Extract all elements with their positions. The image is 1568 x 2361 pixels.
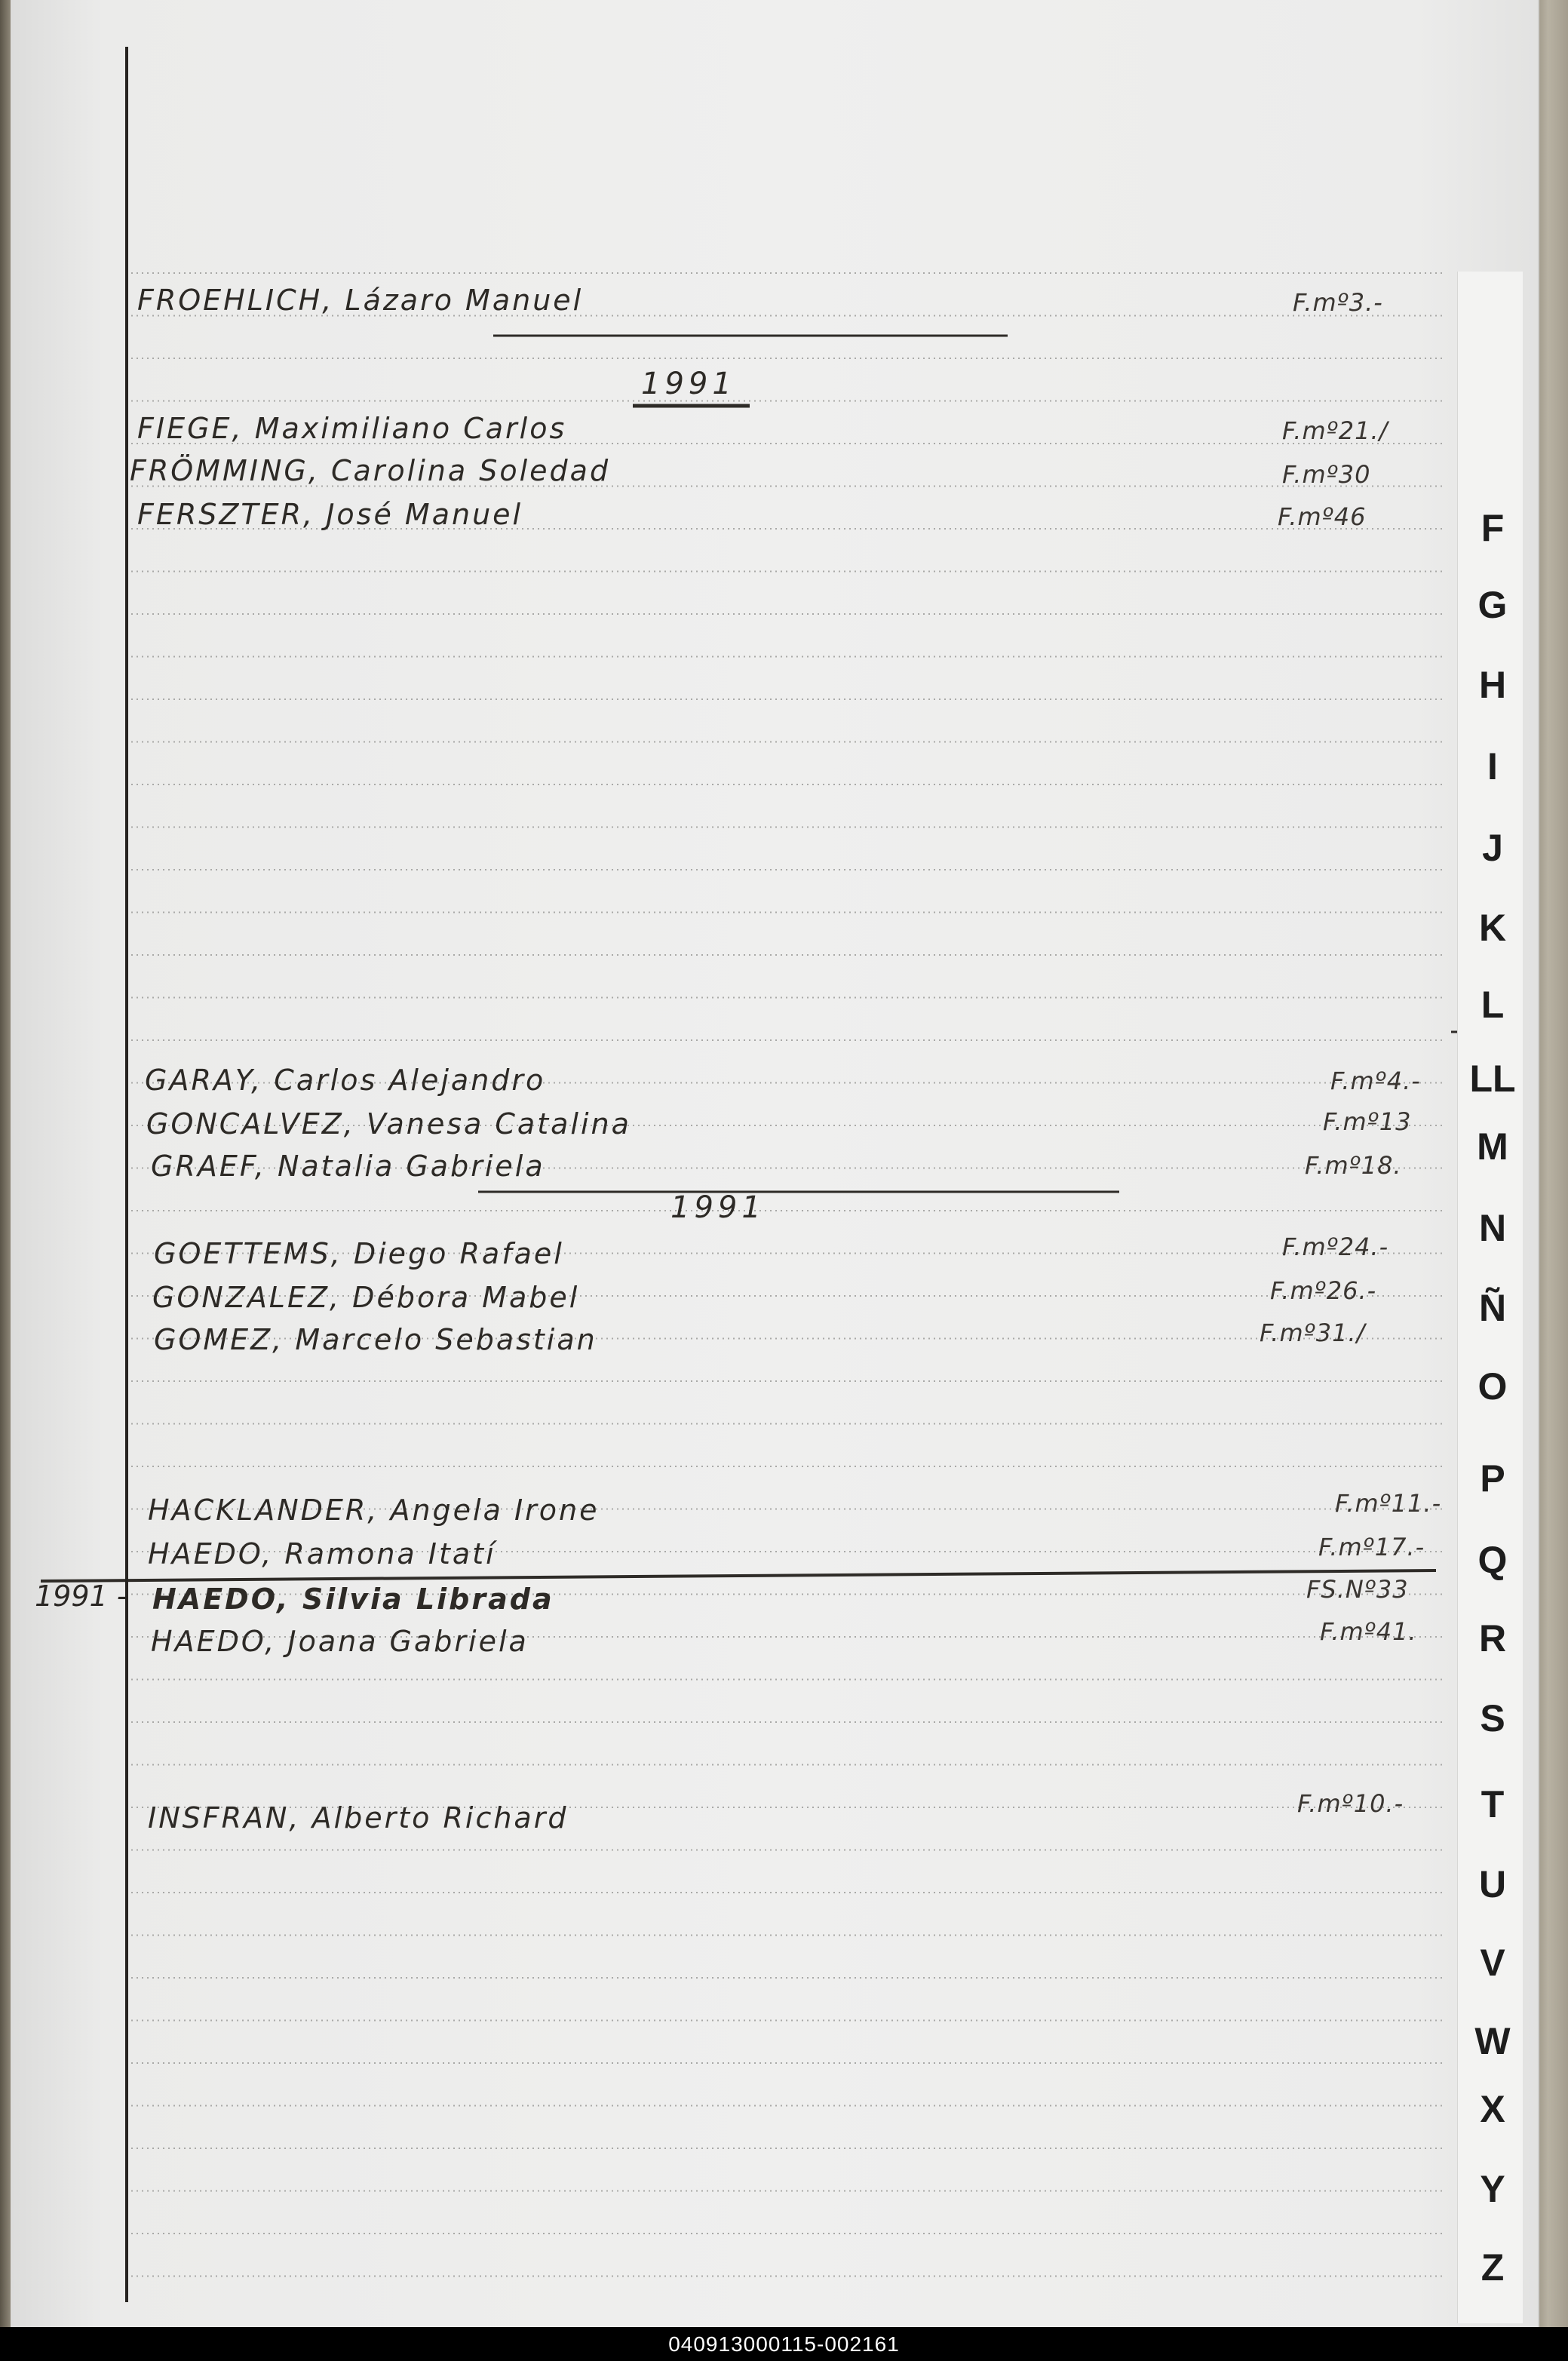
entry-name: GOMEZ, Marcelo Sebastian (154, 1323, 597, 1356)
entry-folio: F.mº41. (1320, 1617, 1417, 1646)
index-tab-g[interactable]: G (1477, 584, 1508, 626)
entry-name: GONCALVEZ, Vanesa Catalina (146, 1107, 631, 1141)
index-tab-m[interactable]: M (1477, 1125, 1508, 1168)
index-tab-ll[interactable]: LL (1469, 1058, 1516, 1100)
separator-haedo (41, 1570, 1436, 1581)
footer-id: 040913000115-002161 (0, 2327, 1568, 2361)
entry-folio: FS.Nº33 (1306, 1575, 1409, 1604)
entry-folio: F.mº26.- (1270, 1276, 1377, 1305)
entry-folio: F.mº3.- (1293, 288, 1383, 317)
binding-edge-right (1535, 0, 1568, 2331)
entry-folio: F.mº21./ (1282, 416, 1388, 445)
entry-name: INSFRAN, Alberto Richard (148, 1801, 569, 1834)
entry-folio: F.mº24.- (1282, 1233, 1389, 1261)
entry-name: FRÖMMING, Carolina Soledad (130, 454, 611, 487)
entry-folio: F.mº31./ (1260, 1319, 1366, 1347)
entry-folio: F.mº13 (1323, 1107, 1412, 1136)
index-tab-w[interactable]: W (1474, 2020, 1511, 2062)
entry-folio: F.mº17.- (1318, 1533, 1425, 1561)
entry-folio: F.mº10.- (1297, 1789, 1404, 1818)
index-tab-l[interactable]: L (1481, 984, 1505, 1026)
index-tab-q[interactable]: Q (1477, 1539, 1508, 1581)
index-tab-j[interactable]: J (1482, 827, 1503, 869)
entry-folio: F.mº11.- (1335, 1489, 1442, 1518)
year-heading: 1991 (670, 1190, 766, 1225)
index-tab-f[interactable]: F (1481, 507, 1505, 549)
index-tab-k[interactable]: K (1478, 907, 1507, 949)
index-tab-v[interactable]: V (1480, 1942, 1505, 1984)
index-tab-n[interactable]: N (1478, 1207, 1507, 1249)
entry-name: GONZALEZ, Débora Mabel (152, 1281, 580, 1314)
year-heading: 1991 (641, 367, 736, 401)
index-tab-o[interactable]: O (1477, 1365, 1508, 1408)
index-tab-y[interactable]: Y (1480, 2168, 1505, 2210)
index-tab-ñ[interactable]: Ñ (1478, 1287, 1507, 1329)
entry-name: GRAEF, Natalia Gabriela (151, 1150, 545, 1183)
margin-line (125, 47, 128, 2302)
entry-name: HAEDO, Joana Gabriela (151, 1625, 529, 1658)
margin-year-note: 1991 - (35, 1580, 127, 1613)
index-tab-h[interactable]: H (1478, 664, 1507, 706)
entry-folio: F.mº4.- (1330, 1067, 1421, 1095)
index-tab-i[interactable]: I (1487, 745, 1498, 788)
index-tab-x[interactable]: X (1480, 2088, 1505, 2130)
entry-name: GARAY, Carlos Alejandro (145, 1064, 546, 1097)
entry-name: FERSZTER, José Manuel (137, 498, 523, 531)
index-tab-r[interactable]: R (1478, 1617, 1507, 1659)
index-tab-s[interactable]: S (1480, 1697, 1505, 1739)
index-tab-p[interactable]: P (1480, 1457, 1505, 1500)
entry-folio: F.mº46 (1278, 502, 1367, 531)
ledger-page (11, 0, 1539, 2327)
index-tab-u[interactable]: U (1478, 1863, 1507, 1905)
entry-name: HAEDO, Ramona Itatí (148, 1537, 496, 1570)
entry-folio: F.mº18. (1305, 1151, 1402, 1180)
entry-folio: F.mº30 (1282, 460, 1371, 489)
entry-name: HACKLANDER, Angela Irone (148, 1494, 600, 1527)
entry-name: FIEGE, Maximiliano Carlos (137, 412, 567, 445)
index-tab-t[interactable]: T (1481, 1783, 1505, 1825)
index-tab-z[interactable]: Z (1481, 2246, 1505, 2289)
binding-edge-left (0, 0, 11, 2331)
entry-name: GOETTEMS, Diego Rafael (154, 1237, 564, 1270)
entry-name: HAEDO, Silvia Librada (152, 1583, 554, 1616)
entry-name: FROEHLICH, Lázaro Manuel (137, 284, 584, 317)
